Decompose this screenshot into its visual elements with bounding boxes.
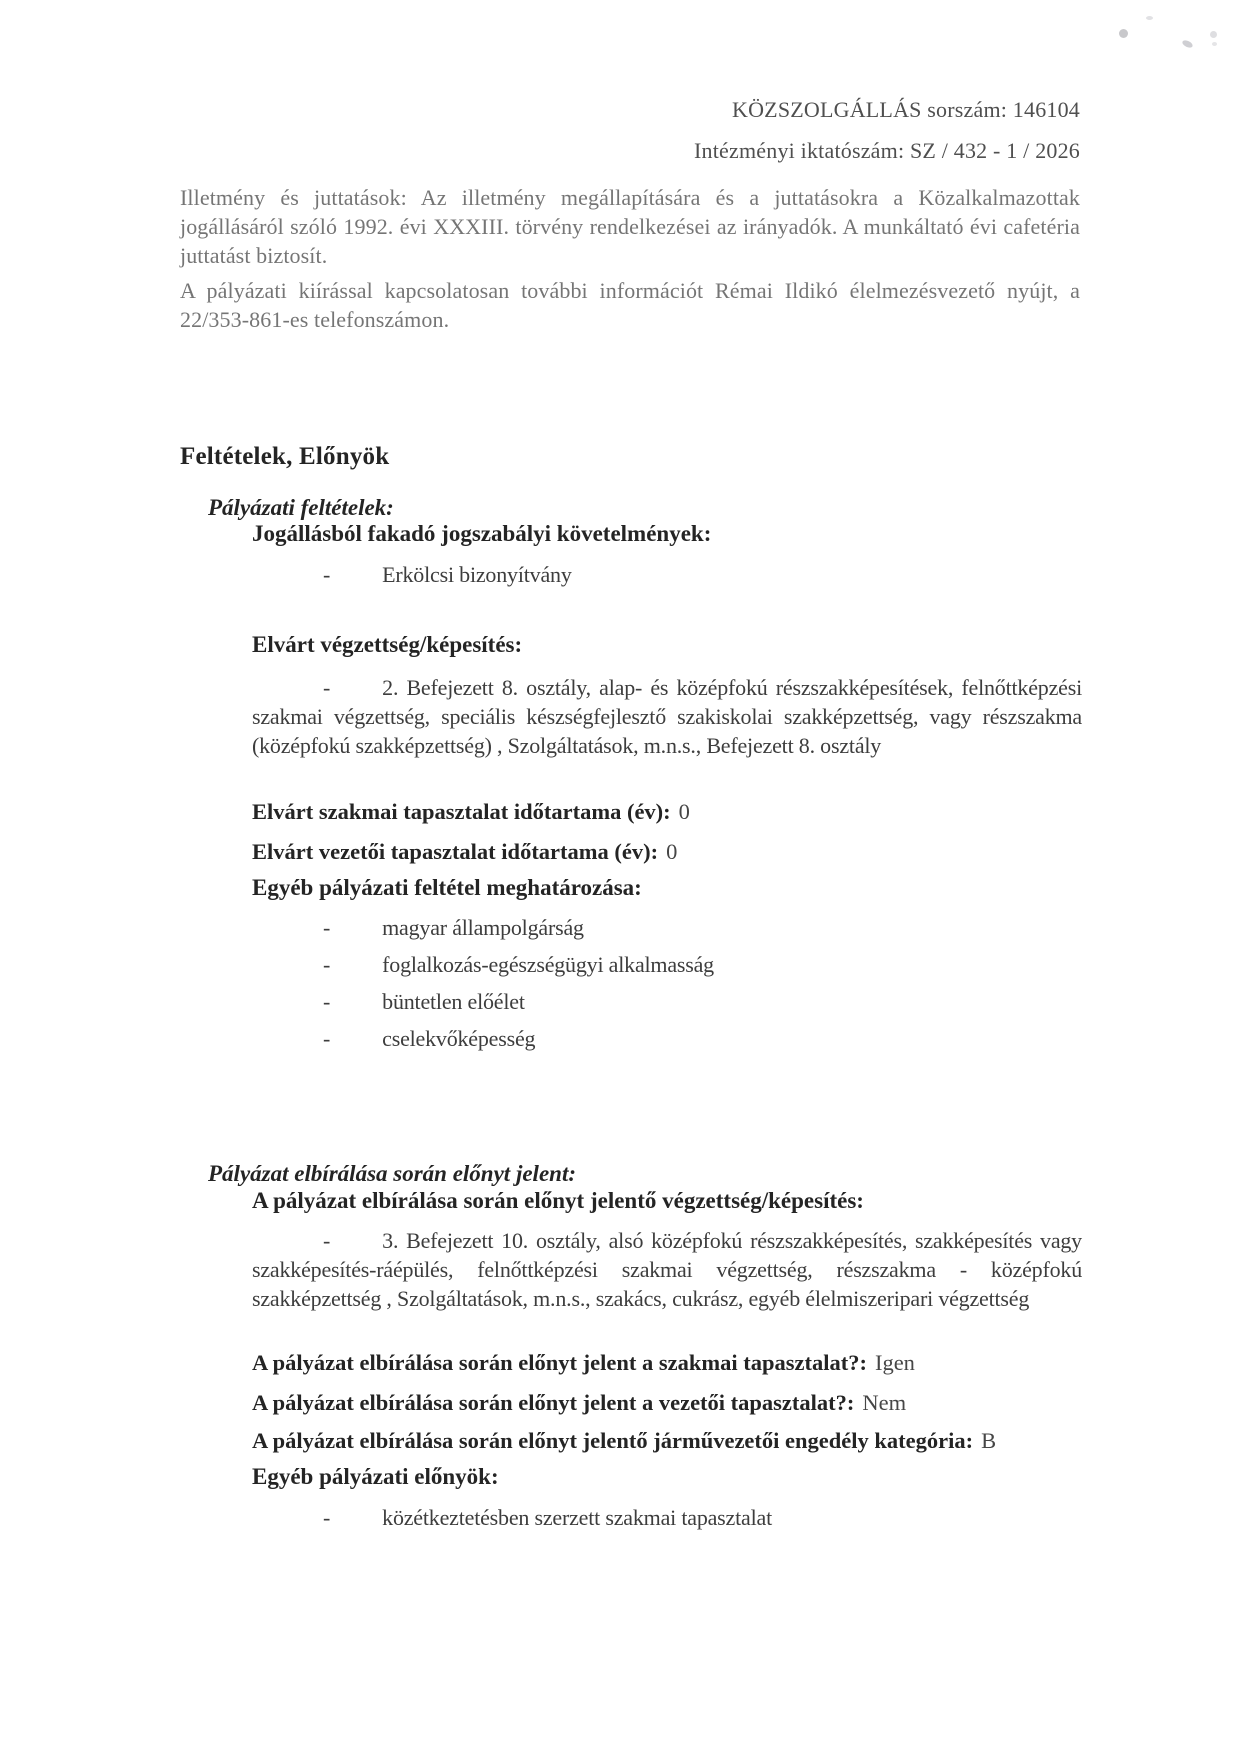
bullet-dash-icon: - [323, 675, 331, 700]
field-advantage-professional-experience [252, 1348, 1112, 1377]
field-professional-experience-years [252, 797, 1112, 826]
list-item-label: 2. Befejezett 8. osztály, alap- és középfokú részszakképesítések, felnőttképzési szakmai végzettség, speciális készségfejlesztő szakiskolai szakképzettség, vagy részszakma (középfokú szakképzettség) , Szolgáltatások, m.n.s., Befejezett 8. osztály [252, 675, 1082, 758]
list-item [252, 913, 1082, 942]
heading-required-qualification: Elvárt végzettség/képesítés: [252, 632, 523, 657]
bullet-dash-icon: - [323, 1505, 331, 1530]
field-value: 0 [666, 839, 678, 864]
list-item [252, 1226, 1082, 1313]
field-advantage-leadership-experience [252, 1388, 1112, 1417]
heading-other-conditions: Egyéb pályázati feltétel meghatározása: [252, 875, 642, 900]
list-item-label: foglalkozás-egészségügyi alkalmasság [382, 952, 714, 977]
contact-paragraph: A pályázati kiírással kapcsolatosan további információt Rémai Ildikó élelmezésvezető nyújt, a 22/353-861-es telefonszámon. [180, 278, 1080, 332]
header-serial-number: KÖZSZOLGÁLLÁS sorszám: 146104 [732, 97, 1080, 122]
scan-artifact [1146, 16, 1153, 20]
list-item [252, 673, 1082, 760]
subsection-title-application-conditions: Pályázati feltételek: [208, 495, 394, 520]
field-value: 0 [678, 799, 690, 824]
scan-artifact [1119, 29, 1128, 38]
scan-artifact [1210, 31, 1217, 38]
field-label: A pályázat elbírálása során előnyt jelentő járművezetői engedély kategória: [252, 1428, 974, 1453]
list-item-label: 3. Befejezett 10. osztály, alsó középfokú részszakképesítés, szakképesítés vagy szakképesítés-ráépülés, felnőttképzési szakmai végzettség, részszakma - középfokú szakképzettség , Szolgáltatások, m.n.s., szakács, cukrász, egyéb élelmiszeripari végzettség [252, 1228, 1082, 1311]
subsection-title-evaluation-advantages: Pályázat elbírálása során előnyt jelent: [208, 1161, 576, 1186]
bullet-dash-icon: - [323, 952, 331, 977]
heading-legal-requirements: Jogállásból fakadó jogszabályi követelmények: [252, 521, 712, 546]
field-value: Nem [862, 1390, 907, 1415]
field-leadership-experience-years [252, 837, 1112, 866]
list-item-label: Erkölcsi bizonyítvány [382, 562, 572, 587]
bullet-dash-icon: - [323, 562, 331, 587]
field-label: Elvárt vezetői tapasztalat időtartama (év): [252, 839, 659, 864]
list-item [252, 560, 1082, 589]
list-item [252, 1503, 1082, 1532]
header-registry-number: Intézményi iktatószám: SZ / 432 - 1 / 2026 [694, 138, 1080, 163]
bullet-dash-icon: - [323, 915, 331, 940]
field-value: B [981, 1428, 997, 1453]
bullet-dash-icon: - [323, 1228, 331, 1253]
section-title-conditions-advantages: Feltételek, Előnyök [180, 443, 390, 470]
list-item-label: cselekvőképesség [382, 1026, 536, 1051]
field-label: A pályázat elbírálása során előnyt jelent a vezetői tapasztalat?: [252, 1390, 855, 1415]
scan-artifact [1212, 42, 1217, 46]
field-value: Igen [874, 1350, 915, 1375]
field-label: Elvárt szakmai tapasztalat időtartama (év): [252, 799, 671, 824]
bullet-dash-icon: - [323, 989, 331, 1014]
list-item [252, 987, 1082, 1016]
bullet-dash-icon: - [323, 1026, 331, 1051]
list-item [252, 1024, 1082, 1053]
list-item-label: büntetlen előélet [382, 989, 525, 1014]
benefits-paragraph: Illetmény és juttatások: Az illetmény megállapítására és a juttatásokra a Közalkalmazottak jogállásáról szóló 1992. évi XXXIII. törvény rendelkezései az irányadók. A munkáltató évi cafetéria juttatást biztosít. [180, 185, 1080, 268]
field-label: A pályázat elbírálása során előnyt jelent a szakmai tapasztalat?: [252, 1350, 867, 1375]
heading-advantage-qualification: A pályázat elbírálása során előnyt jelentő végzettség/képesítés: [252, 1188, 864, 1213]
list-item-label: közétkeztetésben szerzett szakmai tapasztalat [382, 1505, 772, 1530]
field-advantage-driving-licence [252, 1426, 1112, 1455]
list-item-label: magyar állampolgárság [382, 915, 584, 940]
heading-other-advantages: Egyéb pályázati előnyök: [252, 1464, 499, 1489]
scan-artifact [1181, 39, 1194, 49]
list-item [252, 950, 1082, 979]
